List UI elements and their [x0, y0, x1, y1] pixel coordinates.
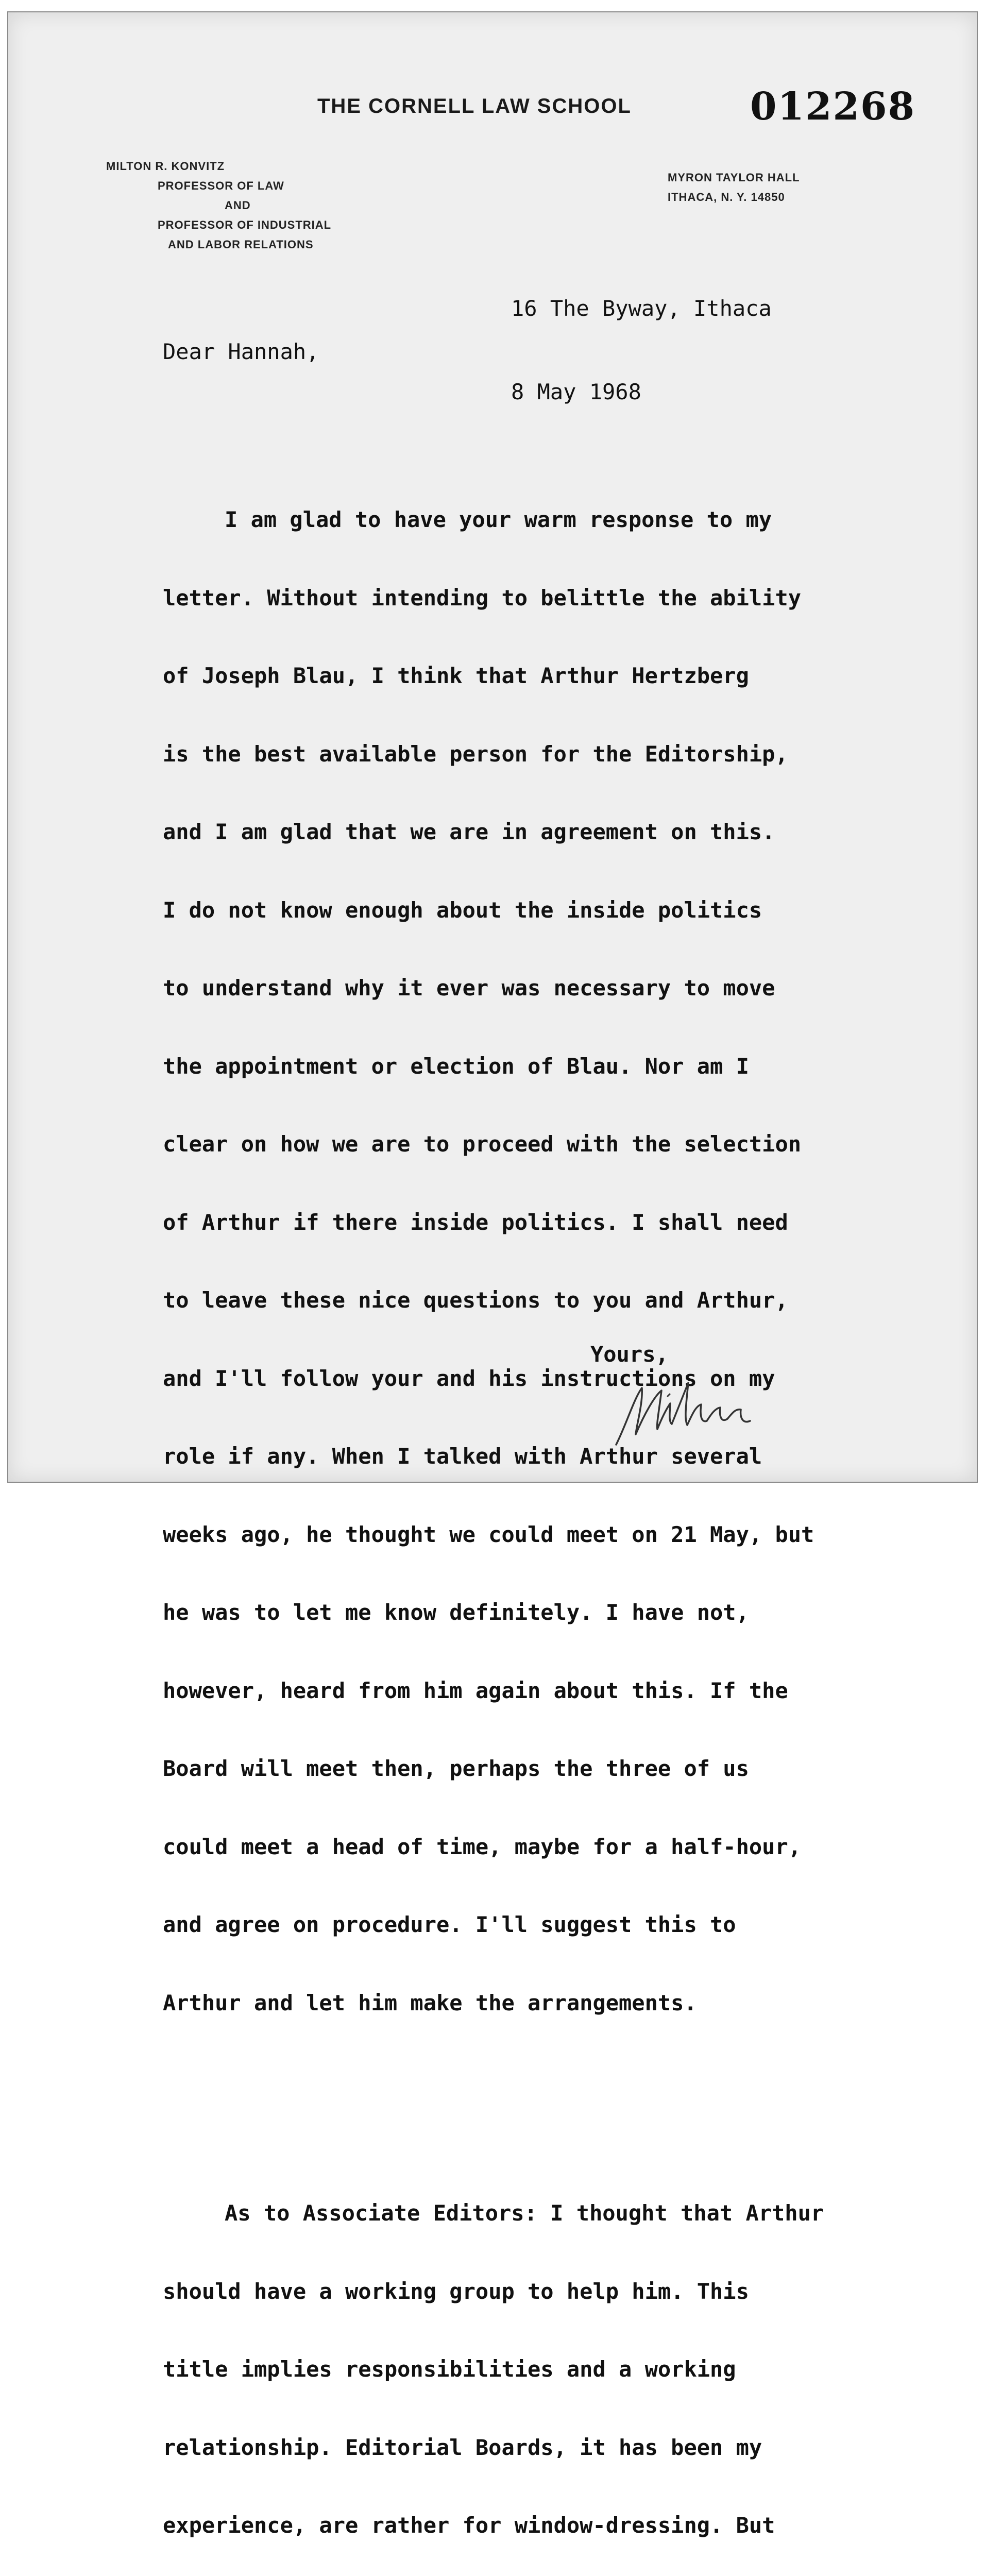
body-line: experience, are rather for window-dressing. But	[163, 2513, 775, 2538]
body-line: Arthur and let him make the arrangements.	[163, 1990, 697, 2015]
paragraph-1	[163, 455, 977, 2068]
sender-title-line: AND	[225, 199, 251, 212]
school-address	[668, 168, 800, 207]
body-line: weeks ago, he thought we could meet on 21 May, but	[163, 1521, 814, 1547]
body-line: should have a working group to help him. This	[163, 2278, 749, 2304]
body-line: title implies responsibilities and a working	[163, 2357, 736, 2382]
body-line: clear on how we are to proceed with the selection	[163, 1131, 802, 1157]
body-line: of Arthur if there inside politics. I shall need	[163, 1209, 788, 1235]
letter-date: 8 May 1968	[511, 379, 641, 404]
body-line: could meet a head of time, maybe for a half-hour,	[163, 1834, 802, 1859]
letter-body	[163, 403, 977, 2576]
handwritten-signature	[606, 1367, 760, 1455]
body-line: and agree on procedure. I'll suggest this to	[163, 1912, 736, 1937]
sender-title-line: AND LABOR RELATIONS	[168, 238, 314, 251]
body-line: and I'll follow your and his instructions on my	[163, 1365, 775, 1391]
body-line: he was to let me know definitely. I have not,	[163, 1600, 749, 1625]
body-line: relationship. Editorial Boards, it has been my	[163, 2434, 762, 2460]
sender-title-line: PROFESSOR OF LAW	[158, 179, 284, 192]
paragraph-2	[163, 2148, 977, 2576]
school-address-line: MYRON TAYLOR HALL	[668, 171, 800, 184]
document-number: 012268	[750, 84, 915, 129]
school-address-line: ITHACA, N. Y. 14850	[668, 191, 785, 204]
body-line: is the best available person for the Editorship,	[163, 741, 788, 767]
body-line: letter. Without intending to belittle the ability	[163, 585, 802, 611]
body-line: of Joseph Blau, I think that Arthur Hertzberg	[163, 663, 749, 688]
body-line: to understand why it ever was necessary to move	[163, 975, 775, 1001]
sender-name: MILTON R. KONVITZ	[106, 160, 225, 173]
return-address: 16 The Byway, Ithaca	[511, 296, 772, 321]
body-line: As to Associate Editors: I thought that Arthur	[225, 2200, 824, 2226]
body-line: to leave these nice questions to you and Arthur,	[163, 1287, 788, 1313]
body-line: the appointment or election of Blau. Nor am I	[163, 1053, 749, 1079]
letter-page	[7, 11, 978, 2538]
sender-block	[86, 157, 405, 255]
salutation: Dear Hannah,	[163, 339, 319, 364]
closing: Yours,	[590, 1342, 669, 1367]
body-line: and I am glad that we are in agreement on this.	[163, 819, 775, 844]
sender-title-line: PROFESSOR OF INDUSTRIAL	[158, 218, 332, 231]
body-line: however, heard from him again about this. If the	[163, 1677, 788, 1703]
body-line: role if any. When I talked with Arthur several	[163, 1444, 762, 1469]
body-line: I am glad to have your warm response to my	[225, 507, 772, 532]
letterhead-institution: THE CORNELL LAW SCHOOL	[317, 95, 632, 117]
body-line: I do not know enough about the inside politics	[163, 897, 762, 923]
body-line: Board will meet then, perhaps the three of us	[163, 1756, 749, 1781]
